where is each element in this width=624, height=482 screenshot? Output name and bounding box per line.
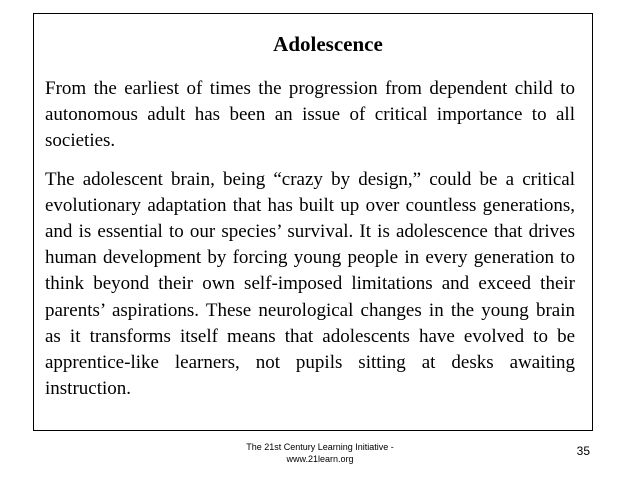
slide-content-box	[33, 13, 593, 431]
adolescent-brain-paragraph: The adolescent brain, being “crazy by design,” could be a critical evolutionary adaptation that has built up over countless generations, and is essential to our species’ survival. It is adolescence that drives human development by forcing young people in every generation to think beyond their own self-imposed limitations and exceed their parents’ aspirations. These neurological changes in the young brain as it transforms itself means that adolescents have evolved to be apprentice-like learners, not pupils sitting at desks awaiting instruction.	[45, 168, 575, 400]
footer-credit	[220, 441, 420, 465]
intro-paragraph: From the earliest of times the progression from dependent child to autonomous adult has been an issue of critical importance to all societies.	[45, 78, 575, 152]
footer-credit-line2: www.21learn.org	[286, 454, 354, 464]
footer-credit-line1: The 21st Century Learning Initiative -	[246, 442, 394, 452]
slide-title: Adolescence	[273, 32, 383, 56]
page-number: 35	[576, 444, 590, 458]
slide-body	[45, 76, 575, 402]
